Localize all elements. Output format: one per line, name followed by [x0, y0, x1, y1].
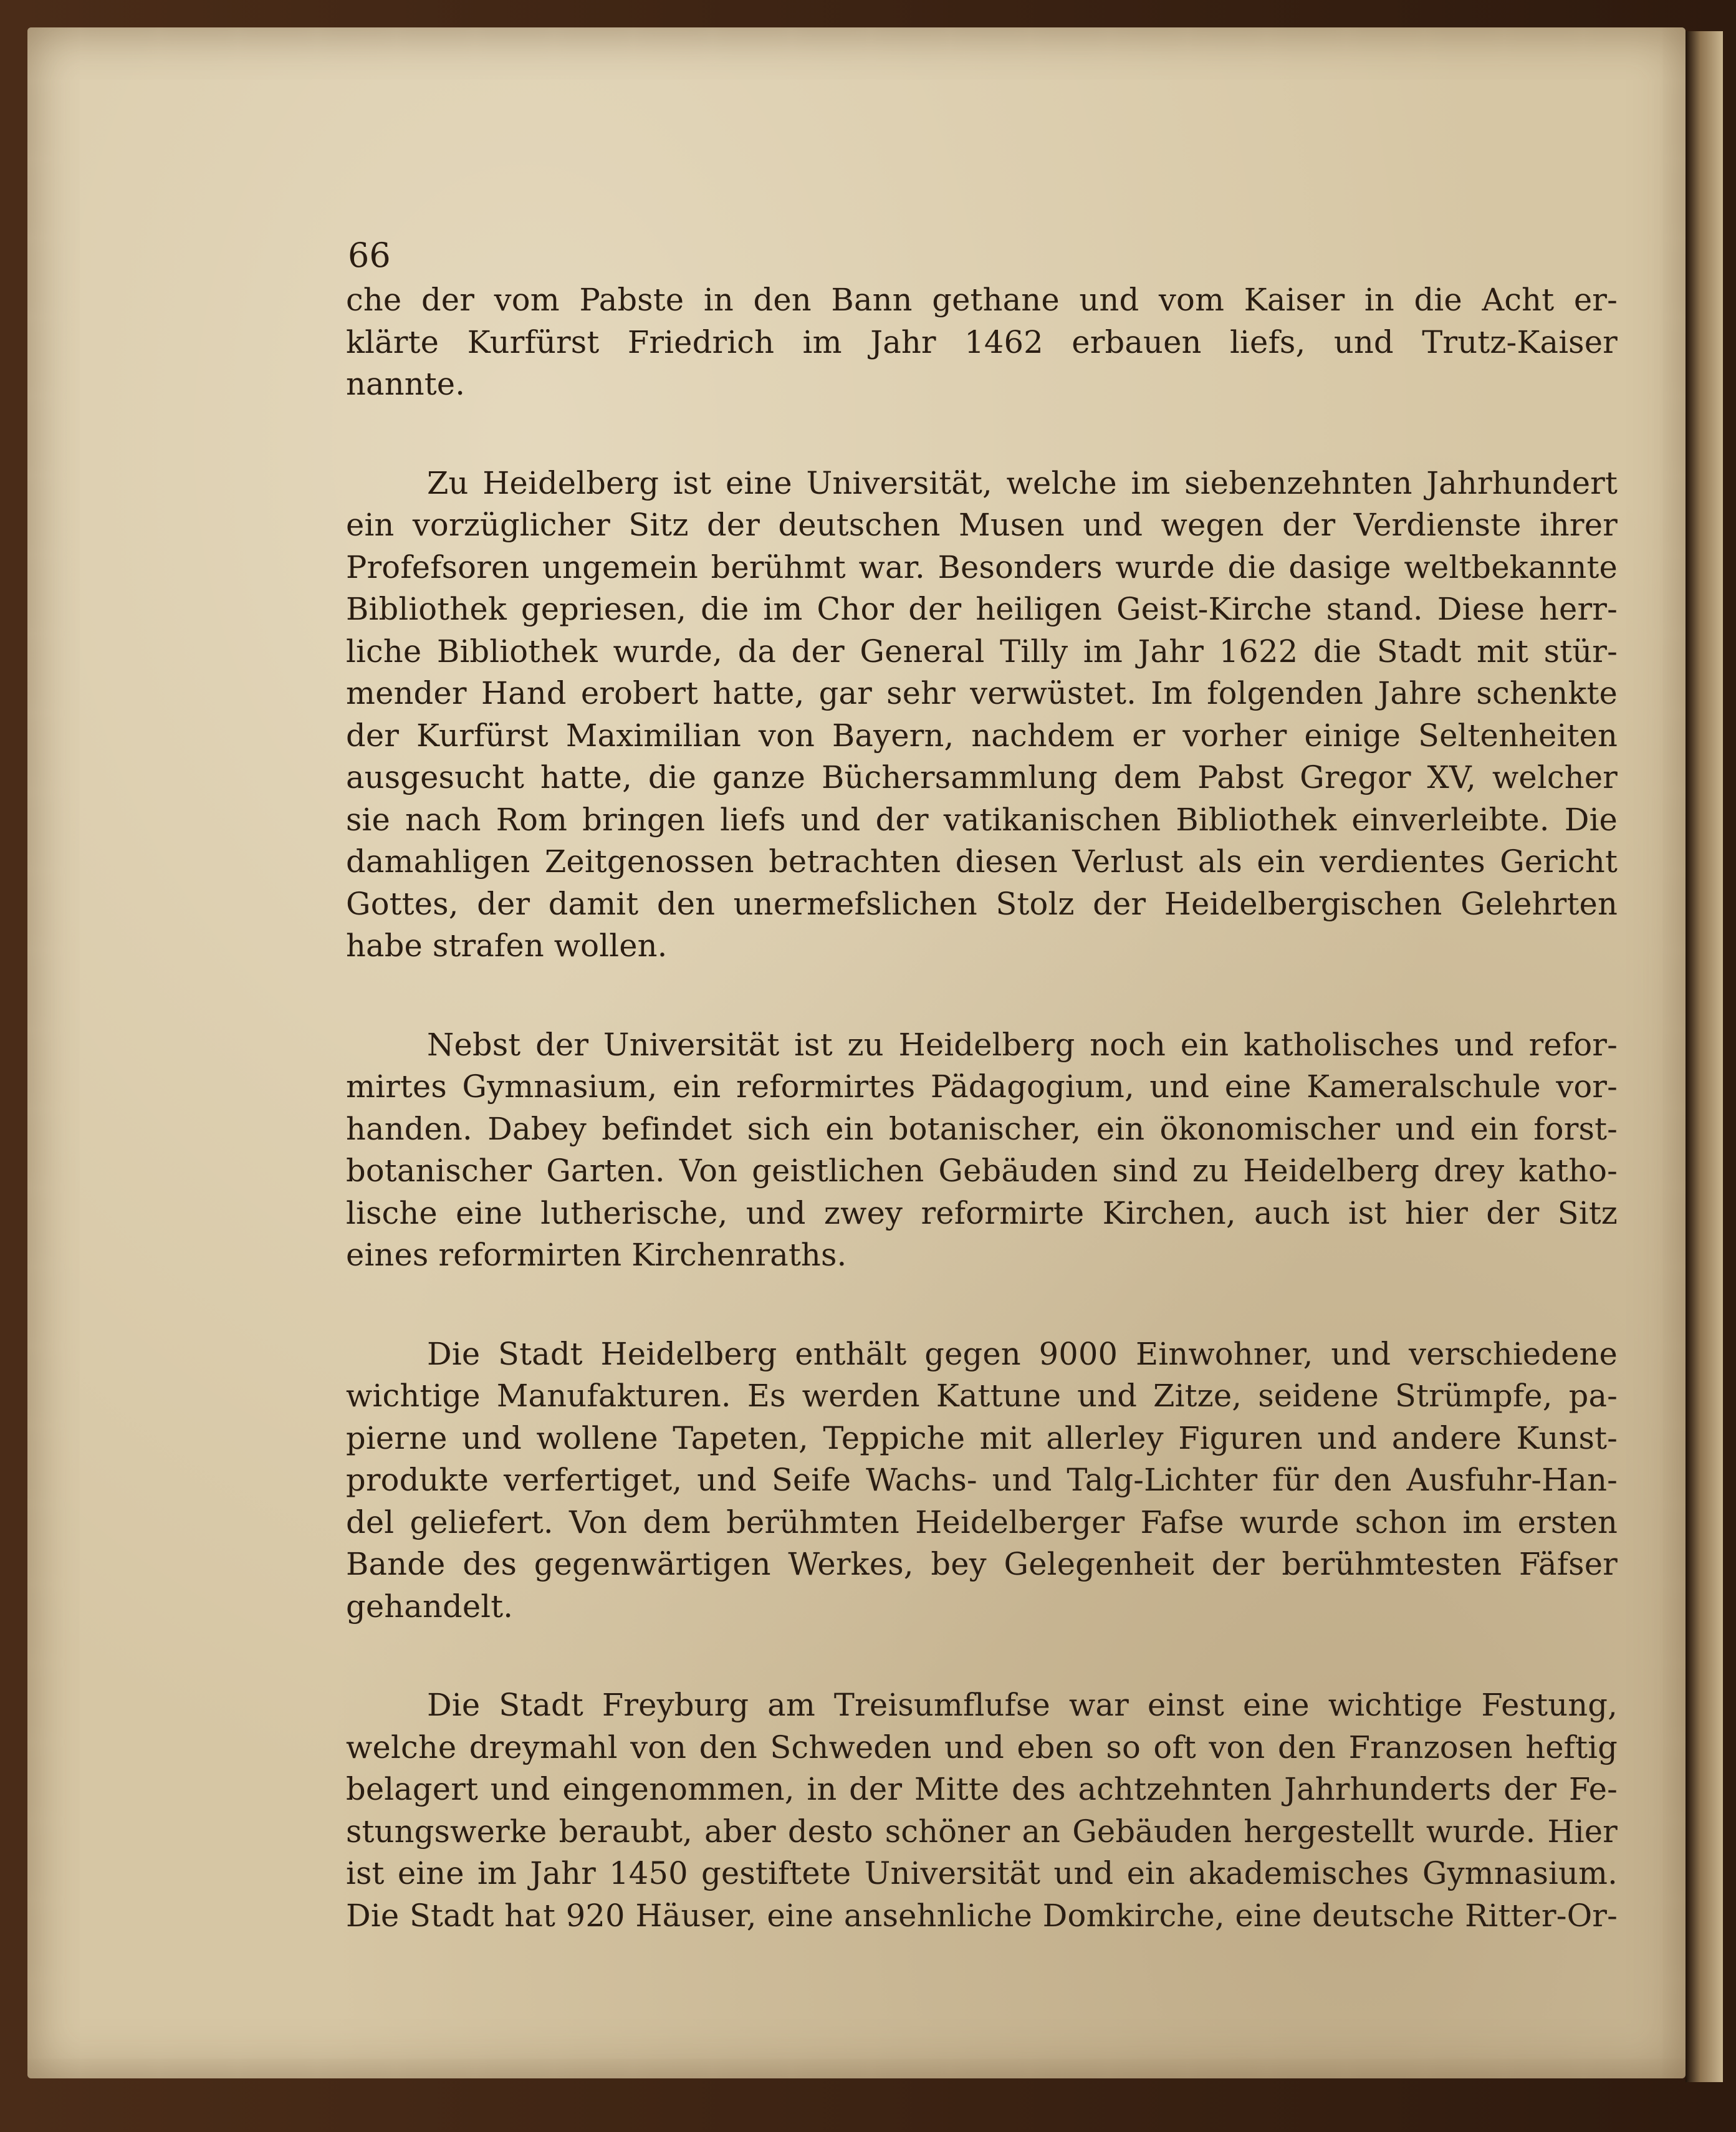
text-line: Die Stadt Heidelberg enthält gegen 9000 Einwohner, und verschiedene	[427, 1335, 1618, 1372]
text-line: damahligen Zeitgenossen betrachten diesen Verlust als ein verdientes Gericht	[346, 843, 1618, 880]
text-line: pierne und wollene Tapeten, Teppiche mit allerley Figuren und andere Kunst-	[346, 1419, 1618, 1456]
text-line: sie nach Rom bringen liefs und der vatikanischen Bibliothek einverleibte. Die	[346, 801, 1618, 838]
page-body-text	[346, 279, 1618, 1937]
text-line: che der vom Pabste in den Bann gethane und vom Kaiser in die Acht er-	[346, 282, 1618, 318]
text-line: Bande des gegenwärtigen Werkes, bey Gelegenheit der berühmtesten Fäfser	[346, 1546, 1618, 1582]
paragraph	[346, 1024, 1618, 1277]
text-line: ist eine im Jahr 1450 gestiftete Universität und ein akademisches Gymnasium.	[346, 1855, 1618, 1891]
text-line: nannte.	[346, 366, 466, 402]
text-line: mender Hand erobert hatte, gar sehr verwüstet. Im folgenden Jahre schenkte	[346, 675, 1618, 711]
text-line: welche dreymahl von den Schweden und eben so oft von den Franzosen heftig	[346, 1729, 1618, 1765]
text-line: klärte Kurfürst Friedrich im Jahr 1462 erbauen liefs, und Trutz-Kaiser	[346, 324, 1618, 360]
text-line: Die Stadt hat 920 Häuser, eine ansehnliche Domkirche, eine deutsche Ritter-Or-	[346, 1897, 1618, 1934]
text-line: habe strafen wollen.	[346, 928, 668, 964]
text-line: Bibliothek gepriesen, die im Chor der heiligen Geist-Kirche stand. Diese herr-	[346, 591, 1618, 627]
text-line: del geliefert. Von dem berühmten Heidelberger Fafse wurde schon im ersten	[346, 1504, 1618, 1540]
paragraph	[346, 463, 1618, 968]
text-line: Nebst der Universität ist zu Heidelberg noch ein katholisches und refor-	[427, 1026, 1618, 1063]
text-line: mirtes Gymnasium, ein reformirtes Pädagogium, und eine Kameralschule vor-	[346, 1068, 1618, 1105]
text-line: stungswerke beraubt, aber desto schöner an Gebäuden hergestellt wurde. Hier	[346, 1813, 1618, 1850]
text-line: eines reformirten Kirchenraths.	[346, 1237, 847, 1273]
paragraph	[346, 1684, 1618, 1937]
text-line: lische eine lutherische, und zwey reformirte Kirchen, auch ist hier der Sitz	[346, 1194, 1618, 1231]
text-line: handen. Dabey befindet sich ein botanischer, ein ökonomischer und ein forst-	[346, 1110, 1618, 1147]
text-line: produkte verfertiget, und Seife Wachs- und Talg-Lichter für den Ausfuhr-Han-	[346, 1462, 1618, 1498]
paragraph	[346, 1333, 1618, 1628]
text-line: Die Stadt Freyburg am Treisumflufse war einst eine wichtige Festung,	[427, 1687, 1618, 1723]
text-line: belagert und eingenommen, in der Mitte des achtzehnten Jahrhunderts der Fe-	[346, 1771, 1618, 1807]
adjacent-page-edge	[1686, 31, 1723, 2082]
text-line: Zu Heidelberg ist eine Universität, welche im siebenzehnten Jahrhundert	[427, 464, 1618, 501]
text-line: gehandelt.	[346, 1588, 514, 1625]
page-number: 66	[348, 236, 391, 275]
text-line: der Kurfürst Maximilian von Bayern, nachdem er vorher einige Seltenheiten	[346, 717, 1618, 754]
text-line: liche Bibliothek wurde, da der General Tilly im Jahr 1622 die Stadt mit stür-	[346, 633, 1618, 670]
text-line: Gottes, der damit den unermefslichen Stolz der Heidelbergischen Gelehrten	[346, 885, 1618, 922]
text-line: ein vorzüglicher Sitz der deutschen Musen und wegen der Verdienste ihrer	[346, 507, 1618, 543]
paragraph	[346, 279, 1618, 406]
text-line: wichtige Manufakturen. Es werden Kattune und Zitze, seidene Strümpfe, pa-	[346, 1378, 1618, 1414]
text-line: botanischer Garten. Von geistlichen Gebäuden sind zu Heidelberg drey katho-	[346, 1153, 1618, 1189]
text-line: Profefsoren ungemein berühmt war. Besonders wurde die dasige weltbekannte	[346, 549, 1618, 585]
text-line: ausgesucht hatte, die ganze Büchersammlung dem Pabst Gregor XV, welcher	[346, 759, 1618, 795]
